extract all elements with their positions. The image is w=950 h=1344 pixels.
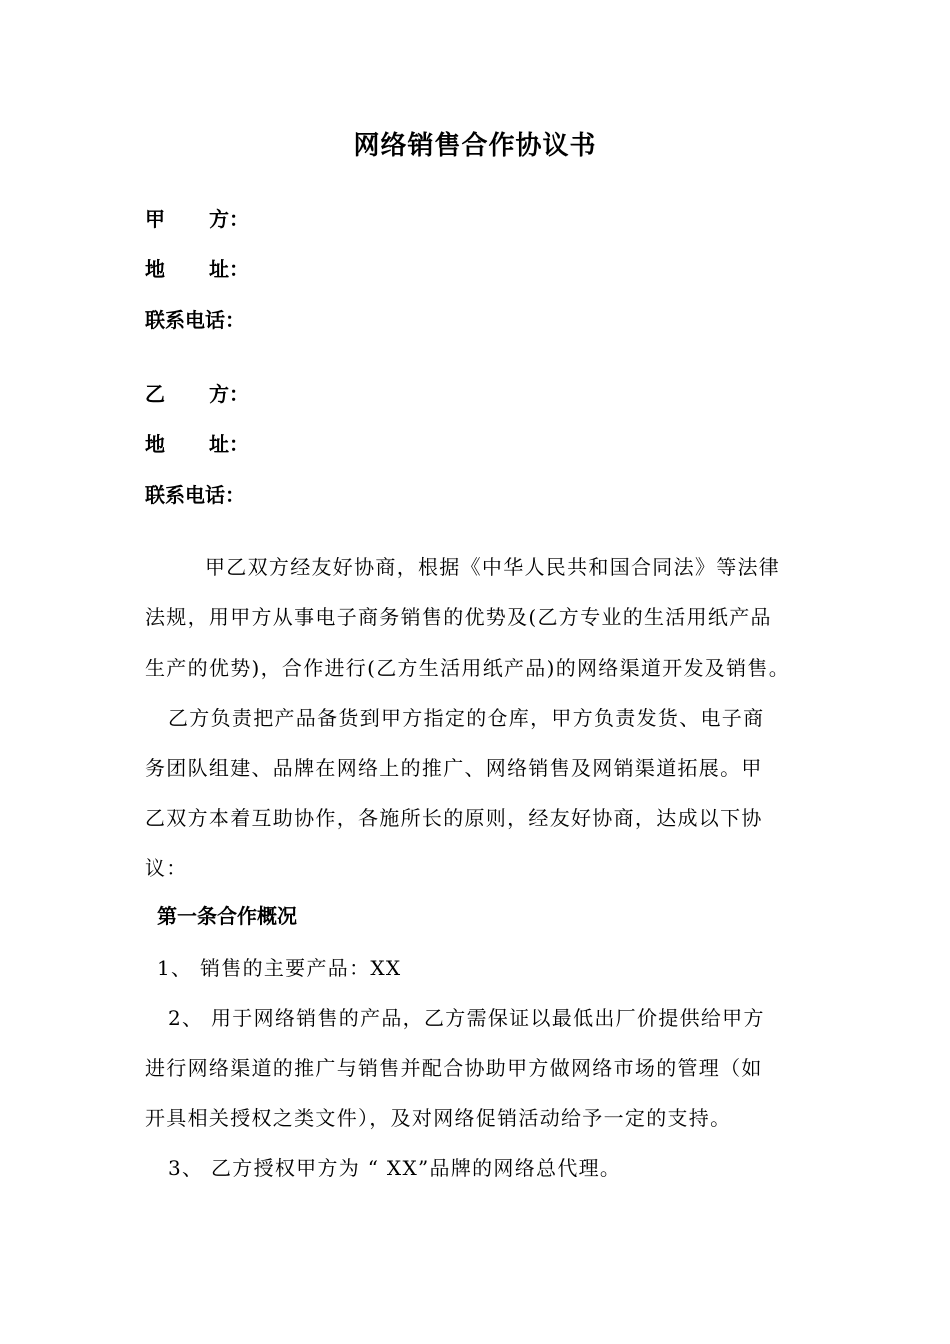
section-1-heading: 第一条合作概况 — [157, 904, 297, 928]
intro-line: 甲乙双方经友好协商，根据《中华人民共和国合同法》等法律 — [205, 555, 781, 579]
section-1-item-2-line: 进行网络渠道的推广与销售并配合协助甲方做网络市场的管理（如 — [145, 1056, 763, 1080]
document-title: 网络销售合作协议书 — [353, 131, 597, 161]
party-a-address-label-2: 址： — [209, 257, 249, 281]
duty-line: 务团队组建、品牌在网络上的推广、网络销售及网销渠道拓展。甲 — [145, 756, 763, 780]
party-a-address-label-1: 地 — [145, 257, 165, 281]
intro-line: 法规，用甲方从事电子商务销售的优势及(乙方专业的生活用纸产品 — [145, 605, 772, 629]
party-a-phone-field: 联系电话： — [145, 308, 245, 332]
party-a-name-field — [145, 203, 249, 232]
party-b-address-label-2: 址： — [209, 432, 249, 456]
section-1-item-3: 3、 乙方授权甲方为 “ XX”品牌的网络总代理。 — [168, 1156, 622, 1180]
party-a-name-label-2: 方： — [209, 207, 249, 231]
section-1-item-1: 1、 销售的主要产品：XX — [157, 956, 402, 980]
duty-line: 乙双方本着互助协作，各施所长的原则，经友好协商，达成以下协 — [145, 806, 763, 830]
duty-line: 乙方负责把产品备货到甲方指定的仓库，甲方负责发货、电子商 — [168, 706, 765, 730]
duty-line: 议： — [145, 856, 188, 880]
intro-line: 生产的优势)，合作进行(乙方生活用纸产品)的网络渠道开发及销售。 — [145, 656, 791, 680]
party-b-name-field — [145, 378, 249, 407]
party-a-address-field — [145, 253, 249, 282]
party-b-phone-field: 联系电话： — [145, 483, 245, 507]
section-1-item-2-line: 开具相关授权之类文件），及对网络促销活动给予一定的支持。 — [145, 1106, 732, 1130]
party-a-name-label-1: 甲 — [145, 207, 165, 231]
party-b-address-label-1: 地 — [145, 432, 165, 456]
section-1-item-2-line: 2、 用于网络销售的产品，乙方需保证以最低出厂价提供给甲方 — [168, 1006, 765, 1030]
party-b-name-label-2: 方： — [209, 382, 249, 406]
party-b-address-field — [145, 428, 249, 457]
party-b-name-label-1: 乙 — [145, 382, 165, 406]
